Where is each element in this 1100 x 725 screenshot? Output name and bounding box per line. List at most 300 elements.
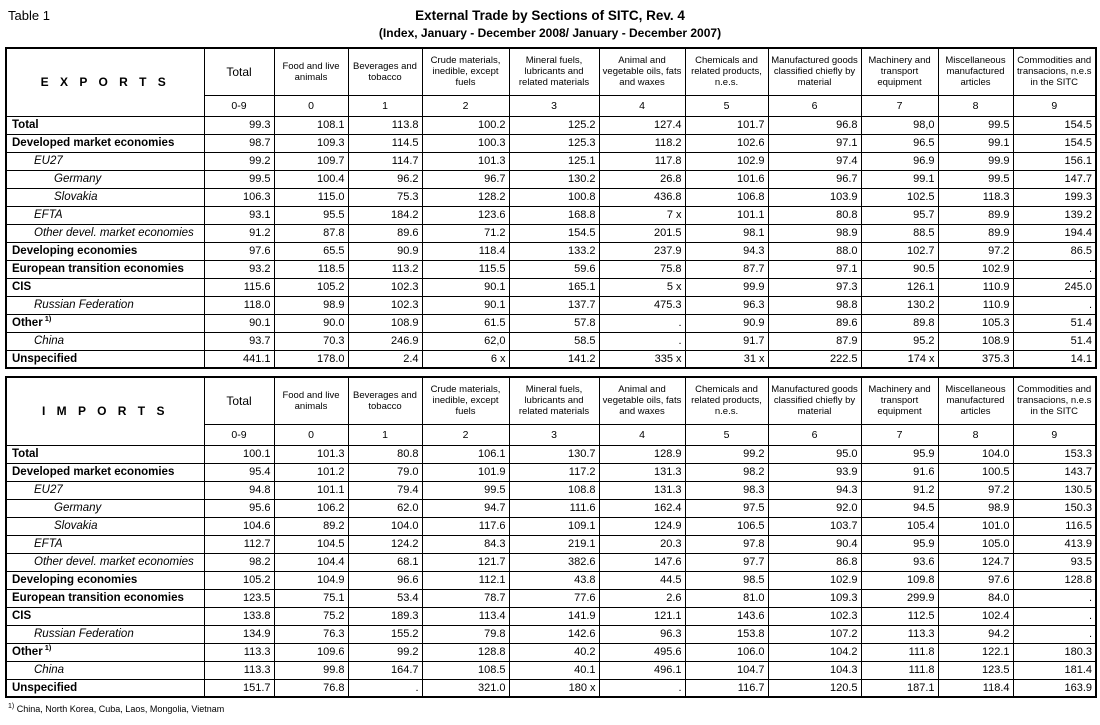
cell-value: 237.9 <box>599 242 685 260</box>
exports-section-label: E X P O R T S <box>6 48 204 116</box>
cell-value: 113.3 <box>204 643 274 661</box>
cell-value: 57.8 <box>509 314 599 332</box>
cell-value: 112.5 <box>861 607 938 625</box>
cell-value: 108.8 <box>509 481 599 499</box>
cell-value: 101.9 <box>422 463 509 481</box>
row-label <box>6 553 204 571</box>
cell-value: 97.3 <box>768 278 861 296</box>
cell-value: 143.7 <box>1013 463 1096 481</box>
row-label-text: Unspecified <box>12 352 78 365</box>
row-label-text: CIS <box>12 281 32 293</box>
table-row <box>6 296 1096 314</box>
page-subtitle: (Index, January - December 2008/ January - December 2007) <box>378 26 722 40</box>
cell-value: 97.2 <box>938 242 1013 260</box>
row-label <box>6 350 204 368</box>
cell-value: 101.3 <box>422 152 509 170</box>
cell-value: 104.5 <box>274 535 348 553</box>
footnote-marker: 1) <box>8 703 15 710</box>
column-header: Food and live animals <box>274 48 348 95</box>
row-label-text: Total <box>12 448 39 460</box>
cell-value: 68.1 <box>348 553 422 571</box>
row-label-text: EU27 <box>34 484 63 496</box>
column-header: Beverages and tobacco <box>348 377 422 424</box>
cell-value: 98.9 <box>938 499 1013 517</box>
cell-value: 91.7 <box>685 332 768 350</box>
cell-value: 84.0 <box>938 589 1013 607</box>
cell-value: 184.2 <box>348 206 422 224</box>
cell-value: 97.4 <box>768 152 861 170</box>
cell-value: 94.2 <box>938 625 1013 643</box>
cell-value: 96.6 <box>348 571 422 589</box>
table-row <box>6 206 1096 224</box>
cell-value: 105.2 <box>274 278 348 296</box>
cell-value: 118.2 <box>599 134 685 152</box>
row-label <box>6 224 204 242</box>
column-code: 6 <box>768 95 861 116</box>
cell-value: 102.6 <box>685 134 768 152</box>
cell-value: 95.5 <box>274 206 348 224</box>
exports-header <box>6 48 1096 116</box>
cell-value: 131.3 <box>599 463 685 481</box>
cell-value: . <box>1013 607 1096 625</box>
row-label-text: China <box>34 664 65 676</box>
cell-value: 89.9 <box>938 206 1013 224</box>
cell-value: 89.8 <box>861 314 938 332</box>
cell-value: 102.3 <box>768 607 861 625</box>
cell-value: 7 x <box>599 206 685 224</box>
cell-value: 117.6 <box>422 517 509 535</box>
cell-value: 104.0 <box>348 517 422 535</box>
cell-value: 128.2 <box>422 188 509 206</box>
row-label-text: EFTA <box>34 209 63 221</box>
cell-value: 124.2 <box>348 535 422 553</box>
cell-value: 181.4 <box>1013 661 1096 679</box>
cell-value: 113.2 <box>348 260 422 278</box>
cell-value: 96.9 <box>861 152 938 170</box>
table-row <box>6 314 1096 332</box>
cell-value: 153.3 <box>1013 445 1096 463</box>
cell-value: 113.4 <box>422 607 509 625</box>
cell-value: 87.9 <box>768 332 861 350</box>
cell-value: 80.8 <box>348 445 422 463</box>
column-header: Commodities and transacions, n.e.s in the SITC <box>1013 377 1096 424</box>
cell-value: 108.1 <box>274 116 348 134</box>
cell-value: . <box>599 679 685 697</box>
cell-value: 88.5 <box>861 224 938 242</box>
row-label <box>6 589 204 607</box>
cell-value: 299.9 <box>861 589 938 607</box>
cell-value: 62,0 <box>422 332 509 350</box>
cell-value: 109.3 <box>274 134 348 152</box>
cell-value: 104.6 <box>204 517 274 535</box>
cell-value: 106.3 <box>204 188 274 206</box>
cell-value: 126.1 <box>861 278 938 296</box>
cell-value: 168.8 <box>509 206 599 224</box>
cell-value: 102.5 <box>861 188 938 206</box>
cell-value: 118.5 <box>274 260 348 278</box>
cell-value: 95.9 <box>861 535 938 553</box>
cell-value: 93.1 <box>204 206 274 224</box>
column-header: Total <box>204 377 274 424</box>
cell-value: 101.1 <box>685 206 768 224</box>
column-header: Total <box>204 48 274 95</box>
cell-value: 101.1 <box>274 481 348 499</box>
cell-value: 413.9 <box>1013 535 1096 553</box>
cell-value: 111.8 <box>861 643 938 661</box>
cell-value: 104.7 <box>685 661 768 679</box>
cell-value: 113.3 <box>861 625 938 643</box>
cell-value: 106.0 <box>685 643 768 661</box>
column-header: Animal and vegetable oils, fats and waxes <box>599 48 685 95</box>
cell-value: 222.5 <box>768 350 861 368</box>
cell-value: 100.3 <box>422 134 509 152</box>
column-header: Machinery and transport equipment <box>861 48 938 95</box>
cell-value: 118.0 <box>204 296 274 314</box>
cell-value: 98.3 <box>685 481 768 499</box>
cell-value: 124.9 <box>599 517 685 535</box>
cell-value: 117.8 <box>599 152 685 170</box>
cell-value: 65.5 <box>274 242 348 260</box>
cell-value: 101.7 <box>685 116 768 134</box>
cell-value: 100.8 <box>509 188 599 206</box>
column-code: 7 <box>861 424 938 445</box>
cell-value: 14.1 <box>1013 350 1096 368</box>
cell-value: 97.6 <box>938 571 1013 589</box>
cell-value: 2.6 <box>599 589 685 607</box>
cell-value: 111.6 <box>509 499 599 517</box>
cell-value: 475.3 <box>599 296 685 314</box>
imports-header <box>6 377 1096 445</box>
row-label <box>6 643 204 661</box>
cell-value: 246.9 <box>348 332 422 350</box>
cell-value: 107.2 <box>768 625 861 643</box>
cell-value: 86.8 <box>768 553 861 571</box>
imports-table <box>5 376 1097 698</box>
column-header: Manufactured goods classified chiefly by material <box>768 377 861 424</box>
row-label-text: EFTA <box>34 538 63 550</box>
column-header: Chemicals and related products, n.e.s. <box>685 377 768 424</box>
cell-value: 109.1 <box>509 517 599 535</box>
cell-value: 61.5 <box>422 314 509 332</box>
exports-table <box>5 47 1097 369</box>
cell-value: 102.3 <box>348 278 422 296</box>
row-label <box>6 152 204 170</box>
column-code: 2 <box>422 95 509 116</box>
table-number-label: Table 1 <box>8 8 50 23</box>
column-code: 5 <box>685 95 768 116</box>
cell-value: 99.5 <box>938 170 1013 188</box>
cell-value: 178.0 <box>274 350 348 368</box>
footnote <box>8 703 1100 714</box>
cell-value: 121.1 <box>599 607 685 625</box>
cell-value: 89.6 <box>768 314 861 332</box>
row-label <box>6 314 204 332</box>
cell-value: 441.1 <box>204 350 274 368</box>
cell-value: 335 x <box>599 350 685 368</box>
cell-value: 101.0 <box>938 517 1013 535</box>
cell-value: 99.5 <box>422 481 509 499</box>
cell-value: 102.9 <box>938 260 1013 278</box>
cell-value: 382.6 <box>509 553 599 571</box>
column-header: Beverages and tobacco <box>348 48 422 95</box>
table-row <box>6 625 1096 643</box>
row-label-text: CIS <box>12 610 32 622</box>
cell-value: 104.9 <box>274 571 348 589</box>
cell-value: 109.7 <box>274 152 348 170</box>
cell-value: 97.7 <box>685 553 768 571</box>
cell-value: 101.6 <box>685 170 768 188</box>
cell-value: 104.4 <box>274 553 348 571</box>
column-code: 2 <box>422 424 509 445</box>
table-row <box>6 224 1096 242</box>
cell-value: 96.3 <box>685 296 768 314</box>
cell-value: 122.1 <box>938 643 1013 661</box>
cell-value: 134.9 <box>204 625 274 643</box>
row-label-text: Slovakia <box>54 191 98 203</box>
row-label-text: Other <box>12 646 43 658</box>
row-label-text: Germany <box>54 502 102 514</box>
table-row <box>6 571 1096 589</box>
cell-value: 86.5 <box>1013 242 1096 260</box>
row-label <box>6 499 204 517</box>
cell-value: 97.1 <box>768 260 861 278</box>
cell-value: 51.4 <box>1013 314 1096 332</box>
row-label-text: Developing economies <box>12 245 138 257</box>
cell-value: 40.1 <box>509 661 599 679</box>
row-label-text: EU27 <box>34 155 63 167</box>
cell-value: 125.2 <box>509 116 599 134</box>
row-label-text: Other devel. market economies <box>34 556 194 568</box>
column-code: 8 <box>938 95 1013 116</box>
cell-value: 97.8 <box>685 535 768 553</box>
row-label <box>6 679 204 697</box>
cell-value: 93.7 <box>204 332 274 350</box>
cell-value: 147.7 <box>1013 170 1096 188</box>
table-row <box>6 445 1096 463</box>
column-code: 6 <box>768 424 861 445</box>
cell-value: 194.4 <box>1013 224 1096 242</box>
cell-value: 101.3 <box>274 445 348 463</box>
cell-value: 125.3 <box>509 134 599 152</box>
cell-value: 98,0 <box>861 116 938 134</box>
cell-value: 93.5 <box>1013 553 1096 571</box>
table-row <box>6 152 1096 170</box>
column-header: Machinery and transport equipment <box>861 377 938 424</box>
cell-value: 76.8 <box>274 679 348 697</box>
cell-value: 147.6 <box>599 553 685 571</box>
cell-value: 76.3 <box>274 625 348 643</box>
cell-value: 96.3 <box>599 625 685 643</box>
cell-value: 94.7 <box>422 499 509 517</box>
table-row <box>6 116 1096 134</box>
cell-value: 199.3 <box>1013 188 1096 206</box>
cell-value: 90.9 <box>685 314 768 332</box>
table-row <box>6 463 1096 481</box>
cell-value: 108.9 <box>938 332 1013 350</box>
cell-value: 53.4 <box>348 589 422 607</box>
cell-value: 43.8 <box>509 571 599 589</box>
cell-value: . <box>599 332 685 350</box>
cell-value: 103.9 <box>768 188 861 206</box>
cell-value: 100.1 <box>204 445 274 463</box>
row-label-text: Developing economies <box>12 574 138 586</box>
cell-value: . <box>1013 296 1096 314</box>
cell-value: 103.7 <box>768 517 861 535</box>
cell-value: 75.2 <box>274 607 348 625</box>
column-header: Mineral fuels, lubricants and related materials <box>509 48 599 95</box>
cell-value: 96.5 <box>861 134 938 152</box>
cell-value: 95.6 <box>204 499 274 517</box>
cell-value: 31 x <box>685 350 768 368</box>
cell-value: 94.3 <box>768 481 861 499</box>
imports-body <box>6 445 1096 697</box>
column-code: 3 <box>509 424 599 445</box>
page-header <box>0 0 1100 42</box>
cell-value: 44.5 <box>599 571 685 589</box>
cell-value: . <box>599 314 685 332</box>
column-code: 3 <box>509 95 599 116</box>
cell-value: 99.5 <box>204 170 274 188</box>
cell-value: 109.6 <box>274 643 348 661</box>
row-label <box>6 116 204 134</box>
cell-value: 88.0 <box>768 242 861 260</box>
cell-value: 100.4 <box>274 170 348 188</box>
cell-value: 94.5 <box>861 499 938 517</box>
cell-value: 154.5 <box>509 224 599 242</box>
cell-value: 100.2 <box>422 116 509 134</box>
cell-value: 102.4 <box>938 607 1013 625</box>
cell-value: 106.5 <box>685 517 768 535</box>
row-label-text: Other devel. market economies <box>34 227 194 239</box>
cell-value: 180.3 <box>1013 643 1096 661</box>
cell-value: 99.2 <box>685 445 768 463</box>
column-header: Food and live animals <box>274 377 348 424</box>
cell-value: 99.1 <box>861 170 938 188</box>
cell-value: 98.2 <box>204 553 274 571</box>
cell-value: 75.3 <box>348 188 422 206</box>
cell-value: 105.2 <box>204 571 274 589</box>
cell-value: 153.8 <box>685 625 768 643</box>
row-label <box>6 607 204 625</box>
cell-value: 96.7 <box>422 170 509 188</box>
row-label-text: Developed market economies <box>12 466 175 478</box>
cell-value: 98.9 <box>274 296 348 314</box>
column-header: Chemicals and related products, n.e.s. <box>685 48 768 95</box>
cell-value: 90.1 <box>422 296 509 314</box>
cell-value: 91.2 <box>204 224 274 242</box>
cell-value: 130.2 <box>509 170 599 188</box>
cell-value: 90.4 <box>768 535 861 553</box>
cell-value: 163.9 <box>1013 679 1096 697</box>
cell-value: 121.7 <box>422 553 509 571</box>
cell-value: 104.2 <box>768 643 861 661</box>
cell-value: 80.8 <box>768 206 861 224</box>
cell-value: 123.5 <box>938 661 1013 679</box>
cell-value: 101.2 <box>274 463 348 481</box>
table-row <box>6 332 1096 350</box>
row-label <box>6 134 204 152</box>
row-label <box>6 242 204 260</box>
cell-value: 111.8 <box>861 661 938 679</box>
cell-value: 93.2 <box>204 260 274 278</box>
imports-section-label: I M P O R T S <box>6 377 204 445</box>
cell-value: 99.9 <box>685 278 768 296</box>
cell-value: 125.1 <box>509 152 599 170</box>
cell-value: 110.9 <box>938 278 1013 296</box>
footnote-text: China, North Korea, Cuba, Laos, Mongolia, Vietnam <box>16 704 225 714</box>
cell-value: 115.5 <box>422 260 509 278</box>
table-row <box>6 661 1096 679</box>
cell-value: 100.5 <box>938 463 1013 481</box>
row-label <box>6 206 204 224</box>
cell-value: 95.9 <box>861 445 938 463</box>
cell-value: 174 x <box>861 350 938 368</box>
table-row <box>6 481 1096 499</box>
cell-value: 130.2 <box>861 296 938 314</box>
column-code: 1 <box>348 424 422 445</box>
row-label <box>6 296 204 314</box>
table-row <box>6 242 1096 260</box>
column-code: 1 <box>348 95 422 116</box>
cell-value: 79.0 <box>348 463 422 481</box>
cell-value: 95.4 <box>204 463 274 481</box>
cell-value: 98.5 <box>685 571 768 589</box>
column-header: Commodities and transacions, n.e.s in the SITC <box>1013 48 1096 95</box>
column-code: 0-9 <box>204 424 274 445</box>
cell-value: 97.1 <box>768 134 861 152</box>
cell-value: 94.8 <box>204 481 274 499</box>
cell-value: 102.7 <box>861 242 938 260</box>
cell-value: 133.8 <box>204 607 274 625</box>
column-header: Crude materials, inedible, except fuels <box>422 377 509 424</box>
cell-value: . <box>1013 589 1096 607</box>
cell-value: 99.1 <box>938 134 1013 152</box>
cell-value: 154.5 <box>1013 116 1096 134</box>
column-code: 0 <box>274 95 348 116</box>
column-header: Manufactured goods classified chiefly by material <box>768 48 861 95</box>
cell-value: 90.9 <box>348 242 422 260</box>
column-code: 8 <box>938 424 1013 445</box>
exports-body <box>6 116 1096 368</box>
cell-value: 104.3 <box>768 661 861 679</box>
table-row <box>6 188 1096 206</box>
row-label-text: Developed market economies <box>12 137 175 149</box>
column-code: 0 <box>274 424 348 445</box>
cell-value: 110.9 <box>938 296 1013 314</box>
table-row <box>6 679 1096 697</box>
column-code: 5 <box>685 424 768 445</box>
cell-value: 75.1 <box>274 589 348 607</box>
cell-value: 98.2 <box>685 463 768 481</box>
cell-value: 189.3 <box>348 607 422 625</box>
cell-value: 97.2 <box>938 481 1013 499</box>
column-header: Miscellaneous manufactured articles <box>938 377 1013 424</box>
row-label-text: China <box>34 335 65 347</box>
row-label-text: European transition economies <box>12 263 184 275</box>
row-label-text: Russian Federation <box>34 299 134 311</box>
cell-value: 105.4 <box>861 517 938 535</box>
column-header: Crude materials, inedible, except fuels <box>422 48 509 95</box>
cell-value: 78.7 <box>422 589 509 607</box>
cell-value: 164.7 <box>348 661 422 679</box>
row-label <box>6 571 204 589</box>
row-label <box>6 625 204 643</box>
cell-value: 98.8 <box>768 296 861 314</box>
cell-value: 120.5 <box>768 679 861 697</box>
cell-value: 118.4 <box>422 242 509 260</box>
cell-value: 6 x <box>422 350 509 368</box>
cell-value: 436.8 <box>599 188 685 206</box>
